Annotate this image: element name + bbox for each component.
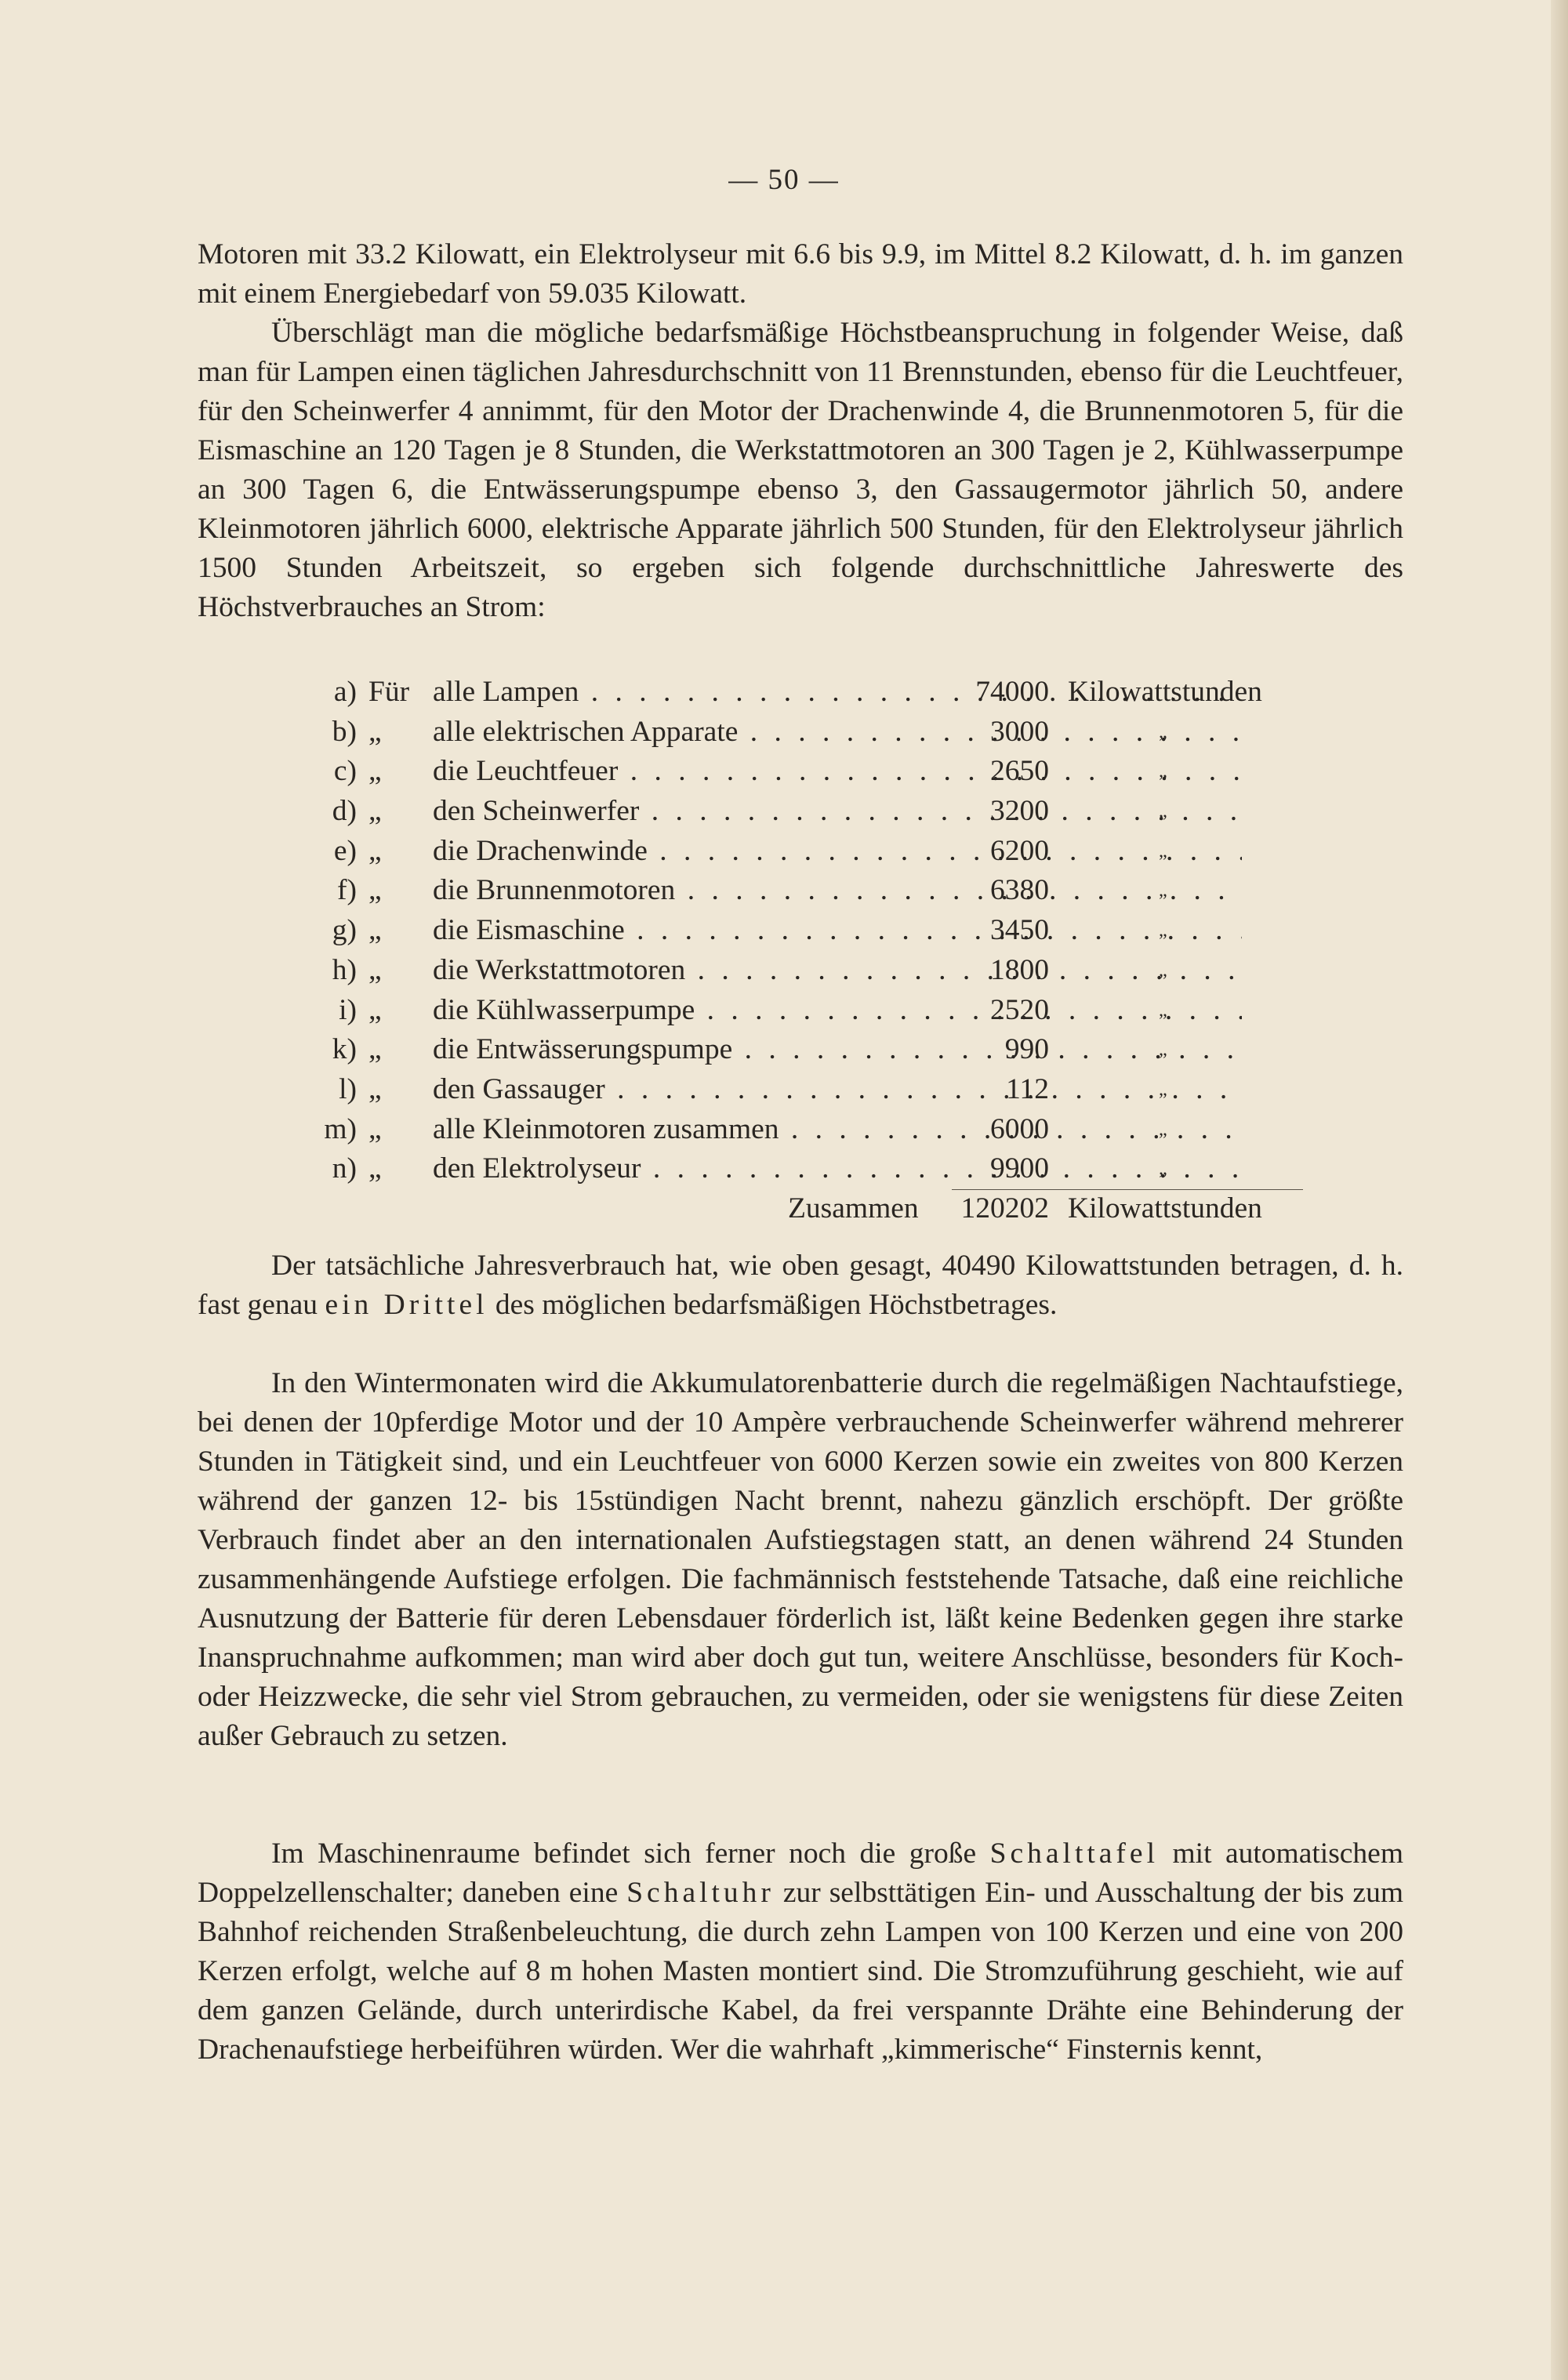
row-value: 3000	[990, 715, 1049, 748]
table-row	[298, 1149, 1317, 1189]
row-ditto-mark: „	[1159, 1039, 1167, 1061]
table-row	[298, 911, 1317, 951]
row-prefix: „	[368, 1072, 382, 1105]
row-prefix: „	[368, 755, 382, 788]
row-value: 6200	[990, 834, 1049, 867]
paragraph-2	[198, 314, 1403, 627]
row-value: 112	[1006, 1072, 1049, 1105]
row-prefix: „	[368, 1033, 382, 1066]
row-ditto-mark: „	[1159, 840, 1167, 862]
row-letter: k)	[332, 1033, 357, 1066]
row-label: die Eismaschine . . .	[433, 911, 1242, 950]
row-letter: h)	[332, 953, 357, 986]
row-ditto-mark: „	[1159, 880, 1167, 902]
row-prefix: „	[368, 914, 382, 947]
row-prefix: „	[368, 1112, 382, 1145]
row-value: 74000	[975, 676, 1049, 708]
emphasis-schaltuhr: Schaltuhr	[626, 1877, 775, 1909]
row-label: die Brunnenmotoren . . .	[433, 871, 1242, 910]
row-letter: a)	[333, 676, 357, 708]
row-prefix: „	[368, 953, 382, 986]
row-label: die Entwässerungspumpe . . .	[433, 1030, 1242, 1069]
row-ditto-mark: „	[1159, 1000, 1167, 1021]
row-prefix: „	[368, 1152, 382, 1185]
row-prefix: „	[368, 874, 382, 907]
row-letter: i)	[339, 993, 357, 1026]
table-row	[298, 752, 1317, 792]
row-letter: l)	[339, 1072, 357, 1105]
paragraph-3	[198, 1246, 1403, 1325]
row-ditto-mark: „	[1159, 1079, 1167, 1100]
row-value: 1800	[990, 953, 1049, 986]
paragraph-5-part-a: Im Maschinenraume befindet sich ferner noch die große	[271, 1838, 977, 1870]
row-ditto-mark: „	[1159, 920, 1167, 941]
row-label: alle elektrischen Apparate . . .	[433, 713, 1242, 752]
table-total-row	[298, 1189, 1317, 1228]
emphasis-schalttafel: Schalttafel	[989, 1838, 1159, 1870]
row-prefix: „	[368, 715, 382, 748]
row-letter: f)	[337, 874, 357, 907]
row-prefix: „	[368, 834, 382, 867]
row-letter: e)	[333, 834, 357, 867]
table-row	[298, 832, 1317, 872]
table-row	[298, 792, 1317, 832]
paragraph-4-text: In den Wintermonaten wird die Akkumulatorenbatterie durch die regelmäßigen Nachtaufstiege, bei denen der 10pferdige Motor und der 10 Ampère verbrauchende Scheinwerfer während mehrerer Stunden in Tätigkeit sind, und ein Leuchtfeuer von 6000 Kerzen sowie ein zweites von 800 Kerzen während der ganzen 12- bis 15stündigen Nacht brennt, nahezu gänzlich erschöpft. Der größte Verbrauch findet aber an den internationalen Aufstiegstagen statt, an denen während 24 Stunden zusammenhängende Aufstiege erfolgen. Die fachmännisch feststehende Tatsache, daß eine reichliche Ausnutzung der Batterie für deren Lebensdauer förderlich ist, läßt keine Bedenken gegen ihre starke Inanspruchnahme aufkommen; man wird aber doch gut tun, weitere Anschlüsse, besonders für Koch- oder Heizzwecke, die sehr viel Strom gebrauchen, zu vermeiden, oder sie wenigstens für diese Zeiten außer Gebrauch zu setzen.	[198, 1367, 1403, 1752]
row-letter: b)	[332, 715, 357, 748]
row-label: den Gassauger . . .	[433, 1070, 1242, 1109]
row-value: 2520	[990, 993, 1049, 1026]
row-letter: m)	[324, 1112, 357, 1145]
table-row	[298, 991, 1317, 1031]
paragraph-1-text: Motoren mit 33.2 Kilowatt, ein Elektrolyseur mit 6.6 bis 9.9, im Mittel 8.2 Kilowatt, d. h. im ganzen mit einem Energiebedarf von 59.035 Kilowatt.	[198, 238, 1403, 310]
row-ditto-mark: „	[1159, 1159, 1167, 1180]
row-label: den Elektrolyseur . . .	[433, 1149, 1242, 1188]
row-ditto-mark: „	[1159, 801, 1167, 822]
paragraph-5-part-b: mit automatischem Doppelzellenschalter; daneben eine	[198, 1838, 1403, 1909]
page-edge	[1551, 0, 1568, 2380]
row-unit: Kilowattstunden	[1068, 676, 1262, 708]
paragraph-5-part-c: zur selbsttätigen Ein- und Ausschaltung der bis zum Bahnhof reichenden Straßenbeleuchtung, die durch zehn Lampen von 100 Kerzen und eine von 200 Kerzen erfolgt, welche auf 8 m hohen Masten montiert sind. Die Stromzuführung geschieht, wie auf dem ganzen Gelände, durch unterirdische Kabel, da frei verspannte Drähte eine Behinderung der Drachenaufstiege herbeiführen würden. Wer die wahrhaft „kimmerische“ Finsternis kennt,	[198, 1877, 1403, 2066]
row-label: alle Kleinmotoren zusammen . . .	[433, 1110, 1242, 1149]
table-row	[298, 1070, 1317, 1110]
row-label: die Kühlwasserpumpe . . .	[433, 991, 1242, 1030]
row-label: die Leuchtfeuer . . .	[433, 752, 1242, 791]
row-letter: g)	[332, 914, 357, 947]
row-label: die Drachenwinde . . .	[433, 832, 1242, 871]
paragraph-1	[198, 235, 1403, 314]
paragraph-5	[198, 1834, 1403, 2070]
row-ditto-mark: „	[1159, 761, 1167, 782]
paragraph-3-part-a: Der tatsächliche Jahresverbrauch hat, wie oben gesagt, 40490 Kilowattstunden betragen, d. h. fast genau	[198, 1250, 1403, 1321]
consumption-table	[298, 673, 1317, 1228]
emphasis-ein-drittel: ein Drittel	[325, 1289, 488, 1321]
paragraph-2-text: Überschlägt man die mögliche bedarfsmäßige Höchstbeanspruchung in folgender Weise, daß man für Lampen einen täglichen Jahresdurchschnitt von 11 Brennstunden, ebenso für die Leuchtfeuer, für den Scheinwerfer 4 annimmt, für den Motor der Drachenwinde 4, die Brunnenmotoren 5, für die Eismaschine an 120 Tagen je 8 Stunden, die Werkstattmotoren an 300 Tagen je 2, Kühlwasserpumpe an 300 Tagen 6, die Entwässerungspumpe ebenso 3, den Gassaugermotor jährlich 50, andere Kleinmotoren jährlich 6000, elektrische Apparate jährlich 500 Stunden, für den Elektrolyseur jährlich 1500 Stunden Arbeitszeit, so ergeben sich folgende durchschnittliche Jahreswerte des Höchstverbrauches an Strom:	[198, 317, 1403, 623]
table-row	[298, 871, 1317, 911]
paragraph-3-part-b: des möglichen bedarfsmäßigen Höchstbetrages.	[495, 1289, 1058, 1321]
row-label: die Werkstattmotoren . . .	[433, 951, 1242, 990]
row-value: 6380	[990, 874, 1049, 907]
table-row	[298, 673, 1317, 713]
table-row	[298, 1110, 1317, 1150]
row-value: 6000	[990, 1112, 1049, 1145]
row-value: 9900	[990, 1152, 1049, 1185]
row-value: 3200	[990, 795, 1049, 828]
total-unit: Kilowattstunden	[1068, 1192, 1262, 1224]
row-value: 2650	[990, 755, 1049, 788]
row-letter: c)	[333, 755, 357, 788]
row-prefix: „	[368, 993, 382, 1026]
table-rows	[298, 673, 1317, 1189]
row-label: den Scheinwerfer . . .	[433, 792, 1242, 831]
row-value: 3450	[990, 914, 1049, 947]
total-label: Zusammen	[788, 1192, 919, 1224]
paragraph-5-text	[198, 1834, 1403, 2070]
row-letter: n)	[332, 1152, 357, 1185]
paragraph-3-text	[198, 1246, 1403, 1325]
row-label: alle Lampen . . .	[433, 673, 1242, 712]
row-ditto-mark: „	[1159, 960, 1167, 981]
row-ditto-mark: „	[1159, 721, 1167, 742]
page-number: — 50 —	[728, 164, 840, 196]
paragraph-4	[198, 1364, 1403, 1756]
row-letter: d)	[332, 795, 357, 828]
row-prefix: „	[368, 795, 382, 828]
row-ditto-mark: „	[1159, 1119, 1167, 1140]
row-value: 990	[1004, 1033, 1049, 1066]
table-row	[298, 713, 1317, 753]
table-row	[298, 951, 1317, 991]
total-value: 120202	[960, 1192, 1049, 1224]
row-prefix: Für	[368, 676, 410, 708]
table-row	[298, 1030, 1317, 1070]
